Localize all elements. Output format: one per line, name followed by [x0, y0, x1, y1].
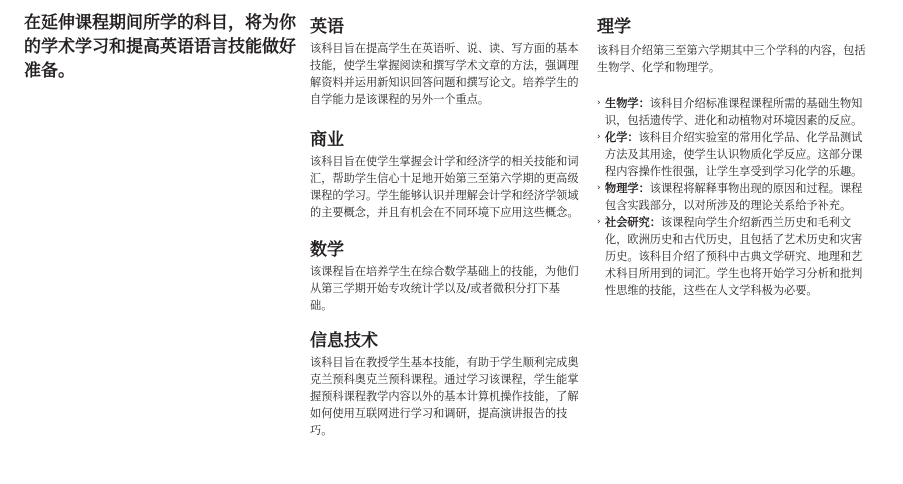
list-item-biology — [597, 95, 872, 129]
chemistry-text: 该科目介绍实验室的常用化学品、化学品测试方法及其用途，使学生认识物质化学反应。这部分课程内容操作性很强，让学生享受到学习化学的乐趣。 — [605, 131, 863, 178]
middle-column — [310, 16, 582, 439]
section-english — [310, 16, 582, 108]
science-subject-list — [597, 95, 872, 299]
list-item-social-studies — [597, 214, 872, 299]
section-it — [310, 330, 582, 439]
bullet-arrow-icon: › — [597, 183, 601, 193]
physics-text: 该课程将解释事物出现的原因和过程。课程包含实践部分，以对所涉及的理论关系给予补充。 — [605, 182, 863, 212]
business-description: 该科目旨在使学生掌握会计学和经济学的相关技能和词汇，帮助学生信心十足地开始第三至第六学期的更高级课程的学习。学生能够认识并理解会计学和经济学领域的主要概念，并且有机会在不同环境下应用这些概念。 — [310, 155, 579, 219]
bullet-arrow-icon: › — [597, 217, 601, 227]
section-science — [597, 16, 872, 299]
math-description: 该课程旨在培养学生在综合数学基础上的技能，为他们从第三学期开始专攻统计学以及/或者微积分打下基础。 — [310, 265, 579, 312]
social-studies-text: 该课程向学生介绍新西兰历史和毛利文化，欧洲历史和古代历史，且包括了艺术历史和灾害历史。该科目介绍了预科中古典文学研究、地理和艺术科目所用到的词汇。学生也将开始学习分析和批判性思维的技能，这些在人文学科极为必要。 — [605, 216, 863, 297]
intro-statement: 在延伸课程期间所学的科目，将为你的学术学习和提高英语语言技能做好准备。 — [24, 13, 296, 81]
section-math — [310, 239, 582, 314]
physics-label: 物理学： — [605, 182, 650, 195]
english-description: 该科目旨在提高学生在英语听、说、读、写方面的基本技能，使学生掌握阅读和撰写学术文章的方法，强调理解资料并运用新知识回答问题和撰写论文。培养学生的自学能力是该课程的另外一个重点。 — [310, 42, 579, 106]
biology-text: 该科目介绍标准课程课程所需的基础生物知识，包括遗传学、进化和动植物对环境因素的反应。 — [605, 97, 863, 127]
chemistry-label: 化学： — [605, 131, 639, 144]
biology-label: 生物学： — [605, 97, 650, 110]
bullet-arrow-icon: › — [597, 132, 601, 142]
section-business — [310, 129, 582, 221]
social-studies-label: 社会研究： — [605, 216, 661, 229]
math-heading: 数学 — [310, 240, 344, 260]
english-heading: 英语 — [310, 17, 344, 37]
science-description: 该科目介绍第三至第六学期其中三个学科的内容，包括生物学、化学和物理学。 — [597, 44, 866, 74]
list-item-physics — [597, 180, 872, 214]
bullet-arrow-icon: › — [597, 98, 601, 108]
business-heading: 商业 — [310, 130, 344, 150]
right-column — [597, 16, 872, 299]
it-description: 该科目旨在教授学生基本技能，有助于学生顺利完成奥克兰预科奥克兰预科课程。通过学习该课程，学生能掌握预科课程教学内容以外的基本计算机操作技能，了解如何使用互联网进行学习和调研，提高演讲报告的技巧。 — [310, 356, 579, 437]
intro-column — [24, 11, 296, 83]
list-item-chemistry — [597, 129, 872, 180]
it-heading: 信息技术 — [310, 331, 378, 351]
science-heading: 理学 — [597, 17, 631, 37]
